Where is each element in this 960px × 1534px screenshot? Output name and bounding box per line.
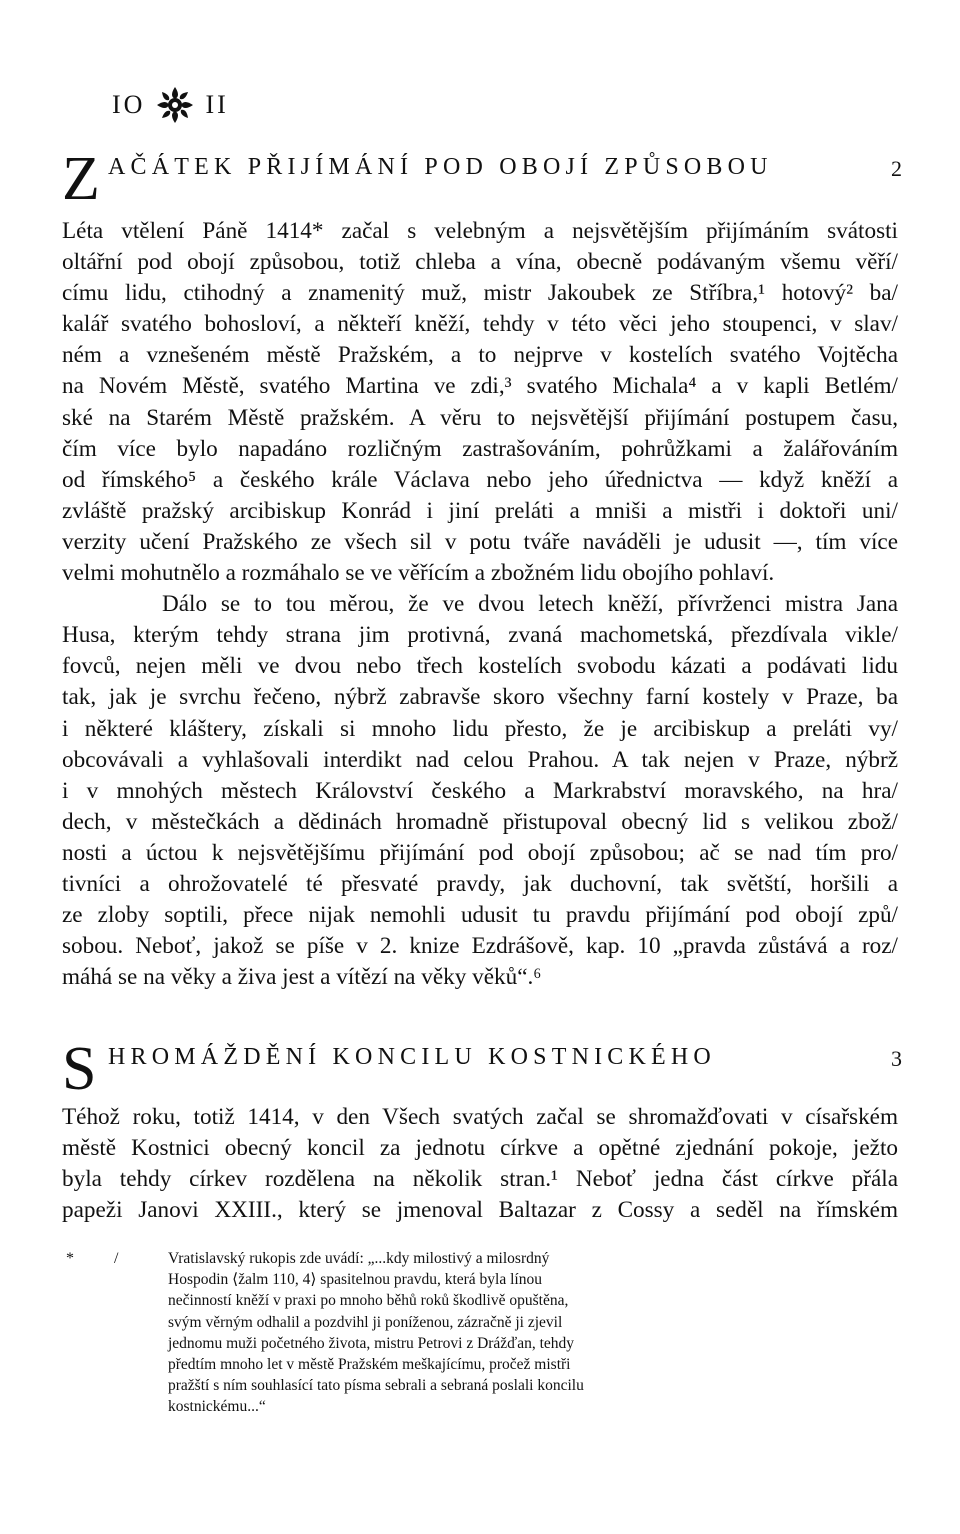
text-line: ské na Starém Městě pražském. A věru to nejsvětější přijímání postupem času, bbox=[62, 404, 898, 431]
text-line: Husa, kterým tehdy strana jim protivná, zvaná machometská, přezdívala vikle/ bbox=[62, 622, 898, 649]
text-line: tak, jak je svrchu řečeno, nýbrž zabravše skoro všechny farní kostely v Praze, ba bbox=[62, 684, 898, 711]
text-line: ném a vznešeném městě Pražském, a to nejprve v kostelích svatého Vojtěcha bbox=[62, 342, 898, 369]
text-line: verzity učení Pražského ze všech sil v potu tváře naváděli je udusit —, tím více bbox=[62, 528, 898, 555]
text-line: tivníci a ohrožovatelé té přesvaté pravdy, jak duchovní, tak světští, horšili a bbox=[62, 870, 898, 897]
page-number-right: II bbox=[205, 90, 229, 119]
text-line: zvláště pražský arcibiskup Konrád i jiní preláti a mniši a mistři i doktoři uni/ bbox=[62, 497, 898, 524]
text-line: na Novém Městě, svatého Martina ve zdi,³ svatého Michala⁴ a v kapli Betlém/ bbox=[62, 373, 898, 400]
section-3-heading bbox=[62, 1035, 902, 1103]
section-3-body bbox=[62, 1102, 898, 1226]
page-header bbox=[112, 82, 229, 128]
flower-ornament-icon bbox=[155, 85, 195, 125]
text-line: nosti a úctou k nejsvětějšímu přijímání pod obojí způsobou; ač se nad tím pro/ bbox=[62, 839, 898, 866]
section-number: 3 bbox=[891, 1046, 902, 1071]
footnote-line: Vratislavský rukopis zde uvádí: „...kdy milostivý a milosrdný bbox=[168, 1250, 550, 1267]
text-line: máhá se na věky a živa jest a vítězí na věky věků“.⁶ bbox=[62, 964, 542, 991]
section-title: HROMÁŽDĚNÍ KONCILU KOSTNICKÉHO bbox=[108, 1044, 716, 1070]
text-line: Dálo se to tou měrou, že ve dvou letech kněží, přívrženci mistra Jana bbox=[162, 591, 898, 618]
text-line: velmi mohutnělo a rozmáhalo se ve věřícím a zbožném lidu obojího pohlaví. bbox=[62, 560, 775, 587]
text-line: městě Kostnici obecný koncil za jednotu církve a opětné zjednání pokoje, ježto bbox=[62, 1135, 898, 1162]
text-line: Léta vtělení Páně 1414* začal s velebným a nejsvětějším přijímáním svátosti bbox=[62, 218, 898, 244]
section-2-body bbox=[62, 216, 898, 993]
footnote-line: předtím mnoho let v městě Pražském meškajícímu, pročež mistři bbox=[168, 1356, 571, 1374]
text-line: papeži Janovi XXIII., který se jmenoval Baltazar z Cossy a seděl na římském bbox=[62, 1197, 898, 1224]
text-line: od římského⁵ a českého krále Václava nebo jeho úřednictva — když kněží a bbox=[62, 466, 898, 493]
text-line: kalář svatého bohosloví, a někteří kněží, tehdy v této věci jeho stoupenci, v slav/ bbox=[62, 311, 898, 338]
drop-initial: Z bbox=[62, 145, 100, 213]
text-line: i některé kláštery, získali si mnoho lidu přesto, že je arcibiskup a preláti vy/ bbox=[62, 715, 898, 742]
footnote-line: nečinností kněží v praxi po mnoho běhů roků škodlivě opuštěna, bbox=[168, 1292, 569, 1310]
footnote-marker: * bbox=[66, 1250, 74, 1267]
text-line: fovců, nejen měli ve dvou nebo třech kostelích svobodu kázati a podávati lidu bbox=[62, 653, 898, 680]
text-line: i v mnohých městech Království českého a Markrabství moravského, na hra/ bbox=[62, 777, 898, 804]
text-line: dech, v městečkách a dědinách hromadně přistupoval obecný lid s velikou zbož/ bbox=[62, 808, 898, 835]
text-line: Téhož roku, totiž 1414, v den Všech svatých začal se shromažďovati v císařském bbox=[62, 1104, 898, 1130]
footnote-line: Hospodin ⟨žalm 110, 4⟩ spasitelnou pravdu, která byla línou bbox=[168, 1271, 542, 1289]
footnote-line: kostnickému...“ bbox=[168, 1398, 266, 1416]
text-line: ze zloby soptili, přece nijak nemohli udusit tu pravdu přijímání pod obojí způ/ bbox=[62, 902, 898, 929]
footnote-line: jednomu muži početného života, mistru Petrovi z Drážďan, tehdy bbox=[168, 1334, 575, 1352]
footnote-line: svým věrným odhalil a pozdvihl ji poníženou, zázračně ji zjevil bbox=[168, 1313, 563, 1331]
page-number-left: IO bbox=[112, 90, 146, 119]
text-line: sobou. Neboť, jakož se píše v 2. knize Ezdrášově, kap. 10 „pravda zůstává a roz/ bbox=[62, 933, 898, 960]
section-2-heading bbox=[62, 145, 902, 213]
text-line: byla tehdy církev rozdělena na několik stran.¹ Neboť jedna část církve přála bbox=[62, 1166, 898, 1193]
drop-initial: S bbox=[62, 1035, 97, 1103]
footnote-line: pražští s ním souhlasící tato písma sebrali a sebraná poslali koncilu bbox=[168, 1377, 584, 1395]
text-line: obcovávali a vyhlašovali interdikt nad celou Prahou. A tak nejen v Praze, nýbrž bbox=[62, 746, 898, 773]
text-line: čím více bylo napadáno rozličným zastrašováním, pohrůžkami a žalářováním bbox=[62, 435, 898, 462]
footnote-slash: / bbox=[114, 1250, 119, 1267]
section-number: 2 bbox=[891, 156, 902, 181]
text-line: oltářní pod obojí způsobou, totiž chleba a vína, obecně podávaným všemu věří/ bbox=[62, 249, 898, 276]
text-line: címu lidu, ctihodný a znamenitý muž, mistr Jakoubek ze Stříbra,¹ hotový² ba/ bbox=[62, 280, 898, 307]
footnote-text bbox=[168, 1248, 728, 1418]
section-title: AČÁTEK PŘIJÍMÁNÍ POD OBOJÍ ZPŮSOBOU bbox=[108, 154, 773, 180]
